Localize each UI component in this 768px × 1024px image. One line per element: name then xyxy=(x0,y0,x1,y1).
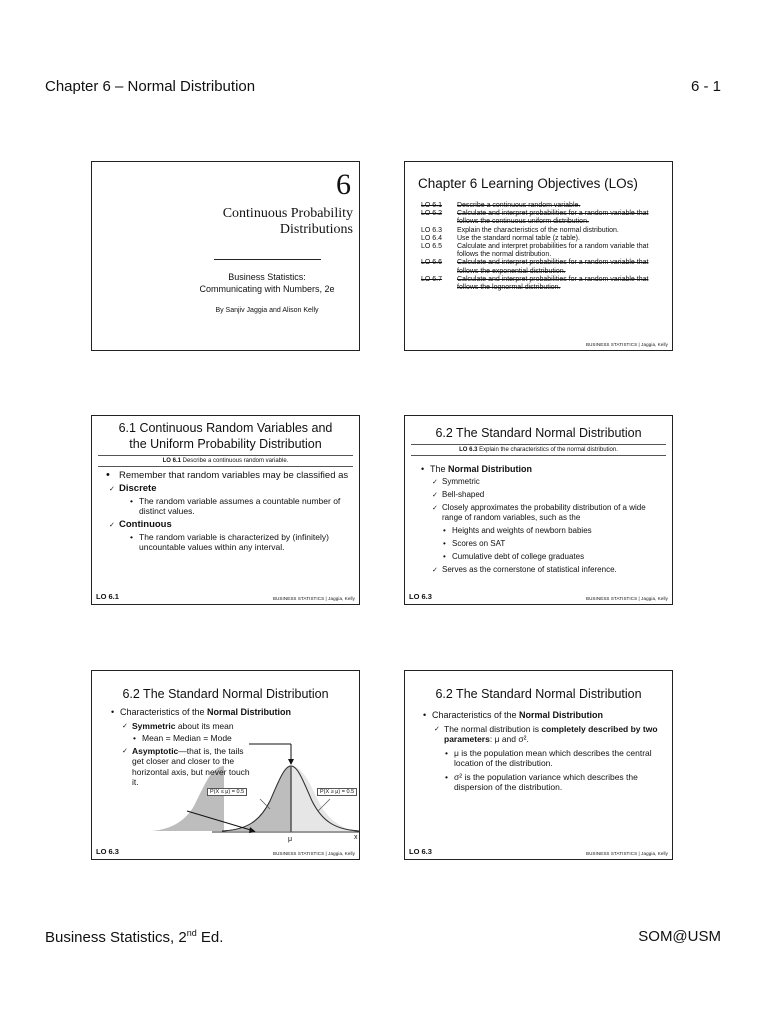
slide-1-title-line2: Distributions xyxy=(279,222,353,237)
characteristic-item: ✓ Bell-shaped xyxy=(442,490,668,500)
lo-footer: LO 6.3 xyxy=(409,847,432,856)
objective-code: LO 6.3 xyxy=(421,226,443,234)
objective-item xyxy=(421,276,669,292)
mu-label: μ xyxy=(288,836,293,843)
slide-credit: BUSINESS STATISTICS | Jaggia, Kelly xyxy=(272,596,355,601)
discrete-desc: • The random variable assumes a countable number of distinct values. xyxy=(139,496,355,516)
left-prob-label: P(X ≤ μ) = 0.5 xyxy=(207,788,247,796)
continuous-desc: • The random variable is characterized by (infinitely) uncountable values within any interval. xyxy=(139,532,355,552)
slide-3-body xyxy=(106,469,355,552)
slide-6-title: 6.2 The Standard Normal Distribution xyxy=(435,687,642,701)
characteristics-list xyxy=(442,477,668,575)
normal-distribution-item: • The Normal Distribution xyxy=(430,464,668,474)
page-footer-right: SOM@USM xyxy=(638,928,721,945)
slide-credit: BUSINESS STATISTICS | Jaggia, Kelly xyxy=(585,596,668,601)
slide-credit: BUSINESS STATISTICS | Jaggia, Kelly xyxy=(272,851,355,856)
slide-3-footer xyxy=(96,592,355,601)
discrete-item: ✓ Discrete xyxy=(119,483,355,494)
lo-footer: LO 6.3 xyxy=(409,592,432,601)
objective-text: Describe a continuous random variable. xyxy=(457,202,581,209)
asymptotic-item: ✓ Asymptotic—that is, the tails get closer and closer to the horizontal axis, but never touch it. xyxy=(132,746,252,788)
continuous-item: ✓ Continuous xyxy=(119,519,355,530)
objective-item xyxy=(421,210,669,226)
slide-3-title-line2: the Uniform Probability Distribution xyxy=(129,437,322,451)
slide-5-title: 6.2 The Standard Normal Distribution xyxy=(122,687,329,701)
objective-code: LO 6.1 xyxy=(421,202,443,209)
lo-footer: LO 6.3 xyxy=(96,847,119,856)
parameters-item: ✓ The normal distribution is completely described by two parameters: μ and σ². xyxy=(444,724,668,745)
authors: By Sanjiv Jaggia and Alison Kelly xyxy=(215,307,319,314)
objectives-list xyxy=(421,202,669,292)
slide-2-objectives xyxy=(404,161,673,351)
slide-4-normal-intro xyxy=(404,415,673,605)
objective-item xyxy=(421,227,669,235)
book-line1: Business Statistics: xyxy=(228,272,306,282)
characteristic-item: ✓ Closely approximates the probability distribution of a wide range of random variables, such as the xyxy=(442,503,668,523)
slide-6-parameters xyxy=(404,670,673,860)
objective-item xyxy=(421,235,669,243)
objective-text: Explain the characteristics of the normal distribution. xyxy=(457,226,619,234)
lo-banner xyxy=(411,444,666,456)
mean-description: • μ is the population mean which describes the central location of the distribution. xyxy=(454,748,668,769)
objective-code: LO 6.4 xyxy=(421,234,443,242)
slide-2-footer xyxy=(409,342,668,347)
slide-1-title xyxy=(91,161,360,351)
right-prob-label: P(X ≥ μ) = 0.5 xyxy=(317,788,357,796)
slide-credit: BUSINESS STATISTICS | Jaggia, Kelly xyxy=(585,342,668,347)
objective-item xyxy=(421,202,669,210)
variance-description: • σ² is the population variance which describes the dispersion of the distribution. xyxy=(454,772,668,793)
objective-text: Use the standard normal table (z table). xyxy=(457,234,580,242)
mean-median-mode: • Mean = Median = Mode xyxy=(142,733,360,744)
objective-code: LO 6.7 xyxy=(421,275,443,283)
slide-4-footer xyxy=(409,592,668,601)
objective-code: LO 6.2 xyxy=(421,210,443,218)
slide-5-body xyxy=(120,707,360,788)
page-header-right: 6 - 1 xyxy=(690,78,721,95)
objective-text: Calculate and interpret probabilities for a random variable that follows the normal distribution. xyxy=(457,243,649,259)
characteristic-item: ✓ Symmetric xyxy=(442,477,668,487)
slide-3-continuous-rv xyxy=(91,415,360,605)
title-divider xyxy=(214,259,321,260)
characteristics-item: • Characteristics of the Normal Distribution xyxy=(432,710,668,721)
objective-text: Calculate and interpret probabilities for a random variable that follows the lognormal distribution. xyxy=(457,275,649,292)
slide-5-footer xyxy=(96,847,355,856)
lo-text: Describe a continuous random variable. xyxy=(180,458,289,464)
slide-3-title-line1: 6.1 Continuous Random Variables and xyxy=(118,421,333,435)
lo-footer: LO 6.1 xyxy=(96,592,119,601)
bullet-item: • Remember that random variables may be classified as xyxy=(106,469,349,481)
book-line2: Communicating with Numbers, 2e xyxy=(199,284,335,294)
symmetric-item: ✓ Symmetric about its mean xyxy=(132,721,360,732)
objective-code: LO 6.5 xyxy=(421,243,443,251)
objective-item xyxy=(421,259,669,275)
lo-code: LO 6.1 xyxy=(162,458,181,464)
slide-5-normal-chars xyxy=(91,670,360,860)
slide-credit: BUSINESS STATISTICS | Jaggia, Kelly xyxy=(585,851,668,856)
example-item: • Heights and weights of newborn babies xyxy=(452,526,668,536)
objective-code: LO 6.6 xyxy=(421,259,443,267)
lo-code: LO 6.3 xyxy=(459,447,478,453)
slide-3-title xyxy=(92,420,359,452)
lo-banner xyxy=(98,455,353,467)
slide-1-title-line1: Continuous Probability xyxy=(222,206,353,221)
slide-4-title: 6.2 The Standard Normal Distribution xyxy=(435,426,642,440)
objective-item xyxy=(421,243,669,259)
objective-text: Calculate and interpret probabilities for a random variable that follows the continuous uniform distribution. xyxy=(457,210,649,226)
characteristics-item: • Characteristics of the Normal Distribution xyxy=(120,707,360,718)
lo-text: Explain the characteristics of the normal distribution. xyxy=(477,447,618,453)
x-label: x xyxy=(354,834,358,841)
example-item: • Cumulative debt of college graduates xyxy=(452,552,668,562)
example-item: • Scores on SAT xyxy=(452,539,668,549)
page-footer-left: Business Statistics, 2nd Ed. xyxy=(45,928,224,946)
slide-6-footer xyxy=(409,847,668,856)
objective-text: Calculate and interpret probabilities for a random variable that follows the exponential distribution. xyxy=(457,259,649,275)
slide-2-title: Chapter 6 Learning Objectives (LOs) xyxy=(418,176,638,191)
slide-4-body xyxy=(430,464,668,575)
slide-6-body xyxy=(432,710,668,793)
characteristic-item: ✓ Serves as the cornerstone of statistical inference. xyxy=(442,565,668,575)
page-header-left: Chapter 6 – Normal Distribution xyxy=(45,78,256,95)
chapter-number: 6 xyxy=(336,168,351,201)
